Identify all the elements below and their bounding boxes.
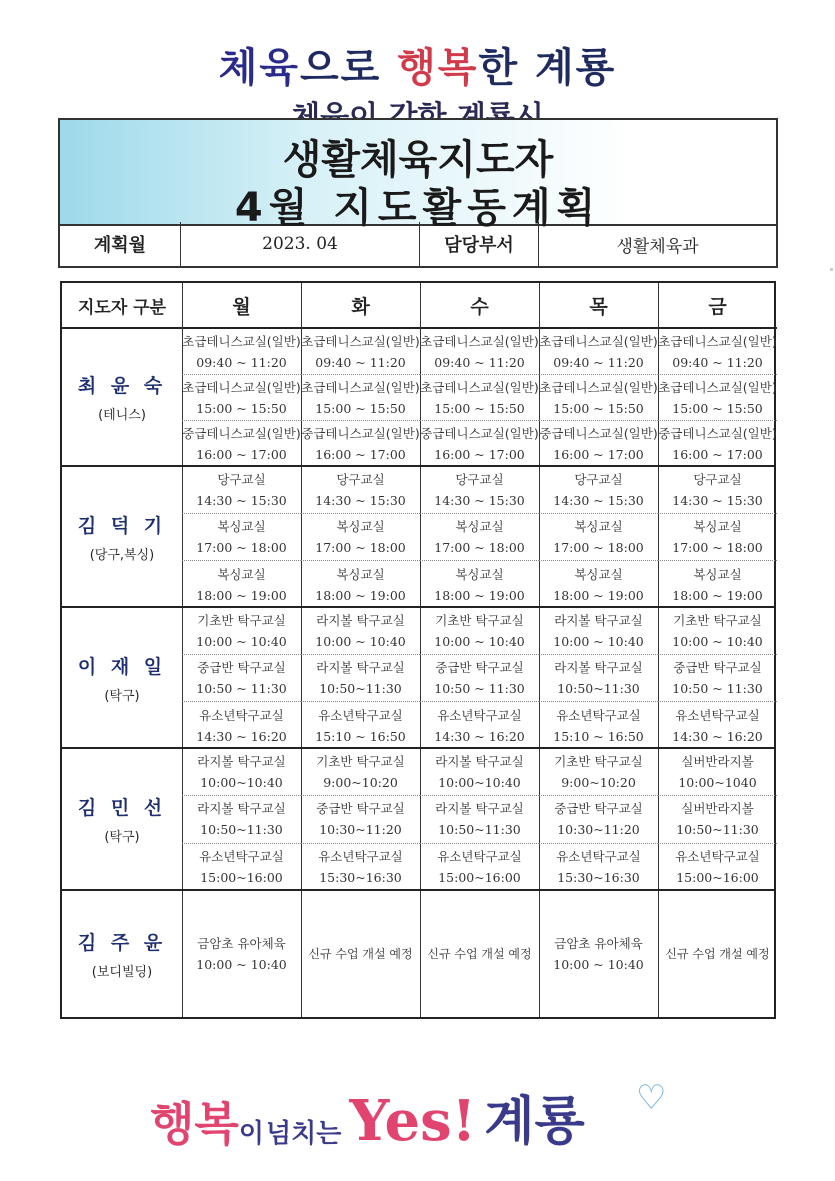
class-time: 15:30~16:30 <box>557 870 640 886</box>
instructor-block <box>62 467 774 608</box>
class-name: 기초반 탁구교실 <box>554 754 643 770</box>
schedule-cell <box>182 702 301 749</box>
class-time: 14:30 ~ 15:30 <box>553 493 644 508</box>
instructor-cell <box>62 749 182 889</box>
class-time: 16:00 ~ 17:00 <box>672 447 763 462</box>
schedule-cell <box>539 844 658 891</box>
class-name: 복싱교실 <box>336 566 385 582</box>
class-name: 라지볼 탁구교실 <box>197 801 286 817</box>
schedule-cell <box>658 329 777 375</box>
schedule-cell <box>420 375 539 421</box>
schedule-cell <box>301 514 420 561</box>
class-name: 복싱교실 <box>574 519 623 534</box>
schedule-cell <box>658 561 777 608</box>
class-name: 초급테니스교실(일반) <box>182 379 301 395</box>
schedule-cell <box>539 608 658 655</box>
class-name: 복싱교실 <box>217 519 266 534</box>
class-name: 유소년탁구교실 <box>318 707 403 723</box>
class-name: 라지볼 탁구교실 <box>435 754 524 770</box>
class-name: 유소년탁구교실 <box>437 707 522 723</box>
class-time: 10:00 ~ 10:40 <box>196 957 287 972</box>
class-name: 중급테니스교실(일반) <box>658 426 777 441</box>
class-time: 10:50~11:30 <box>438 822 521 838</box>
class-name: 중급반 탁구교실 <box>554 801 643 817</box>
class-name: 유소년탁구교실 <box>675 707 760 723</box>
footer-word: 이 <box>238 1119 264 1149</box>
schedule-cell <box>301 655 420 702</box>
page-title: 생활체육지도자 <box>282 137 554 183</box>
class-time: 10:00 ~ 10:40 <box>553 634 644 649</box>
class-time: 10:50~11:30 <box>200 822 283 838</box>
header-day: 수 <box>420 283 539 329</box>
class-name: 유소년탁구교실 <box>199 707 284 723</box>
class-name: 중급테니스교실(일반) <box>182 426 301 441</box>
footer-slogan <box>150 1078 710 1154</box>
top-slogan <box>0 36 835 93</box>
class-time: 17:00 ~ 18:00 <box>553 540 644 555</box>
class-name: 초급테니스교실(일반) <box>420 333 539 349</box>
title-banner <box>58 118 778 231</box>
instructor-block <box>62 608 774 749</box>
class-name: 라지볼 탁구교실 <box>197 754 286 770</box>
class-name: 초급테니스교실(일반) <box>539 379 658 395</box>
schedule-cell <box>658 702 777 749</box>
class-name: 신규 수업 개설 예정 <box>665 946 770 961</box>
class-time: 09:40 ~ 11:20 <box>672 354 763 370</box>
schedule-cell <box>301 891 420 1017</box>
scan-dot <box>830 268 833 271</box>
schedule-cell <box>301 702 420 749</box>
class-name: 중급테니스교실(일반) <box>539 426 658 441</box>
class-time: 09:40 ~ 11:20 <box>315 354 406 370</box>
schedule-cell <box>420 608 539 655</box>
class-time: 10:00 ~ 10:40 <box>196 634 287 649</box>
schedule-cell <box>301 329 420 375</box>
instructor-sport: (보디빌딩) <box>91 965 153 980</box>
class-name: 유소년탁구교실 <box>437 849 522 865</box>
class-name: 기초반 탁구교실 <box>673 613 762 628</box>
class-name: 유소년탁구교실 <box>556 707 641 723</box>
class-time: 14:30 ~ 16:20 <box>672 728 763 744</box>
class-time: 15:00~16:00 <box>200 870 283 886</box>
schedule-cell <box>539 891 658 1017</box>
class-name: 기초반 탁구교실 <box>316 754 405 770</box>
class-name: 초급테니스교실(일반) <box>658 333 777 349</box>
instructor-block <box>62 891 774 1017</box>
schedule-cell <box>420 749 539 796</box>
schedule-cell <box>182 796 301 843</box>
schedule-cell <box>420 561 539 608</box>
schedule-cell <box>182 608 301 655</box>
class-time: 17:00 ~ 18:00 <box>315 540 406 555</box>
instructor-sport: (탁구) <box>104 688 140 704</box>
schedule-cell <box>420 467 539 514</box>
class-time: 09:40 ~ 11:20 <box>196 354 287 370</box>
instructor-cell <box>62 608 182 747</box>
header-day: 목 <box>539 283 658 329</box>
class-time: 15:00 ~ 15:50 <box>434 400 525 416</box>
header-day: 금 <box>658 283 777 329</box>
class-name: 초급테니스교실(일반) <box>182 333 301 349</box>
schedule-cell <box>658 608 777 655</box>
class-time: 15:00 ~ 15:50 <box>672 400 763 416</box>
slogan-word: 체육 <box>218 45 300 91</box>
class-time: 10:50 ~ 11:30 <box>196 681 287 696</box>
class-name: 복싱교실 <box>455 519 504 534</box>
class-name: 라지볼 탁구교실 <box>316 613 405 628</box>
class-time: 10:30~11:20 <box>557 822 640 838</box>
class-name: 라지볼 탁구교실 <box>435 801 524 817</box>
schedule-cell <box>182 844 301 891</box>
class-time: 10:50~11:30 <box>557 681 640 696</box>
class-name: 라지볼 탁구교실 <box>554 613 643 628</box>
instructor-cell <box>62 329 182 465</box>
class-name: 라지볼 탁구교실 <box>316 660 405 675</box>
class-time: 18:00 ~ 19:00 <box>315 587 406 603</box>
schedule-cell <box>182 467 301 514</box>
footer-yes: Yes! <box>349 1088 477 1154</box>
schedule-cell <box>658 467 777 514</box>
instructor-name: 김 주 윤 <box>77 932 167 954</box>
page-subtitle: 4월 지도활동계획 <box>234 185 602 231</box>
class-time: 10:00~10:40 <box>438 775 521 791</box>
schedule-cell <box>182 655 301 702</box>
schedule-cell <box>182 514 301 561</box>
class-time: 9:00~10:20 <box>323 775 398 791</box>
heart-icon: ♡ <box>636 1078 667 1118</box>
slogan-word: 한 계룡 <box>478 45 617 91</box>
header-day: 월 <box>182 283 301 329</box>
class-time: 9:00~10:20 <box>561 775 636 791</box>
class-time: 14:30 ~ 15:30 <box>196 493 287 508</box>
schedule-cell <box>539 467 658 514</box>
class-time: 09:40 ~ 11:20 <box>553 354 644 370</box>
schedule-cell <box>539 655 658 702</box>
schedule-cell <box>301 421 420 467</box>
class-name: 중급반 탁구교실 <box>197 660 286 675</box>
class-name: 복싱교실 <box>693 519 742 534</box>
schedule-cell <box>420 329 539 375</box>
schedule-cell <box>658 796 777 843</box>
class-time: 16:00 ~ 17:00 <box>315 447 406 462</box>
class-time: 10:50 ~ 11:30 <box>672 681 763 696</box>
department-value: 생활체육과 <box>616 236 699 257</box>
schedule-cell <box>420 796 539 843</box>
schedule-cell <box>182 891 301 1017</box>
class-name: 중급테니스교실(일반) <box>420 426 539 441</box>
schedule-cell <box>658 421 777 467</box>
schedule-cell <box>301 561 420 608</box>
meta-row <box>58 222 778 268</box>
class-time: 09:40 ~ 11:20 <box>434 354 525 370</box>
plan-month-value: 2023. 04 <box>181 222 420 266</box>
class-name: 금암초 유아체육 <box>197 936 286 951</box>
schedule-cell <box>301 608 420 655</box>
instructor-sport: (테니스) <box>98 408 146 423</box>
class-name: 기초반 탁구교실 <box>435 613 524 628</box>
schedule-cell <box>420 702 539 749</box>
class-time: 17:00 ~ 18:00 <box>434 540 525 555</box>
schedule-cell <box>539 702 658 749</box>
class-name: 초급테니스교실(일반) <box>301 379 420 395</box>
instructor-block <box>62 749 774 891</box>
class-name: 초급테니스교실(일반) <box>539 333 658 349</box>
class-time: 15:00 ~ 15:50 <box>553 400 644 416</box>
class-name: 복싱교실 <box>217 566 266 582</box>
class-name: 당구교실 <box>217 472 266 487</box>
schedule-cell <box>182 375 301 421</box>
schedule-cell <box>420 421 539 467</box>
schedule-cell <box>658 891 777 1017</box>
schedule-cell <box>539 421 658 467</box>
schedule-cell <box>539 749 658 796</box>
class-time: 15:00 ~ 15:50 <box>196 400 287 416</box>
schedule-cell <box>539 561 658 608</box>
class-name: 실버반라지볼 <box>681 801 754 817</box>
schedule-cell <box>301 749 420 796</box>
schedule-cell <box>182 561 301 608</box>
slogan-word: 으로 <box>299 45 398 91</box>
schedule-cell <box>182 421 301 467</box>
class-name: 복싱교실 <box>693 566 742 582</box>
class-name: 신규 수업 개설 예정 <box>427 946 532 961</box>
instructor-sport: (당구,복싱) <box>89 547 155 563</box>
schedule-cell <box>301 844 420 891</box>
class-time: 14:30 ~ 16:20 <box>434 728 525 744</box>
schedule-cell <box>658 514 777 561</box>
class-name: 중급반 탁구교실 <box>316 801 405 817</box>
class-name: 유소년탁구교실 <box>556 849 641 865</box>
class-name: 금암초 유아체육 <box>554 936 643 951</box>
header-instructor: 지도자 구분 <box>62 283 182 329</box>
class-time: 15:00~16:00 <box>438 870 521 886</box>
class-time: 15:00 ~ 15:50 <box>315 400 406 416</box>
instructor-cell <box>62 467 182 606</box>
class-time: 10:00 ~ 10:40 <box>672 634 763 649</box>
class-name: 유소년탁구교실 <box>199 849 284 865</box>
class-time: 16:00 ~ 17:00 <box>553 447 644 462</box>
class-time: 15:10 ~ 16:50 <box>553 728 644 744</box>
schedule-cell <box>658 375 777 421</box>
class-name: 당구교실 <box>693 472 742 487</box>
class-time: 10:30~11:20 <box>319 822 402 838</box>
class-name: 유소년탁구교실 <box>318 849 403 865</box>
class-name: 중급반 탁구교실 <box>435 660 524 675</box>
class-time: 16:00 ~ 17:00 <box>434 447 525 462</box>
class-name: 초급테니스교실(일반) <box>420 379 539 395</box>
class-time: 10:00~1040 <box>678 775 757 791</box>
instructor-name: 이 재 일 <box>77 655 167 678</box>
schedule-cell <box>658 844 777 891</box>
top-slogan-line2 <box>0 92 835 116</box>
slogan-word: 행복 <box>397 45 479 91</box>
footer-city: 계룡 <box>484 1092 585 1152</box>
instructor-name: 최 윤 숙 <box>77 375 167 397</box>
schedule-cell <box>301 375 420 421</box>
class-name: 초급테니스교실(일반) <box>658 379 777 395</box>
class-name: 실버반라지볼 <box>681 754 754 770</box>
class-time: 15:00~16:00 <box>676 870 759 886</box>
schedule-table <box>60 281 776 1019</box>
class-name: 신규 수업 개설 예정 <box>308 946 413 961</box>
class-time: 14:30 ~ 15:30 <box>672 493 763 508</box>
instructor-cell <box>62 891 182 1017</box>
instructor-block <box>62 329 777 467</box>
class-time: 10:50 ~ 11:30 <box>434 681 525 696</box>
schedule-cell <box>182 329 301 375</box>
class-name: 기초반 탁구교실 <box>197 613 286 628</box>
schedule-cell <box>658 655 777 702</box>
class-name: 복싱교실 <box>336 519 385 534</box>
class-time: 18:00 ~ 19:00 <box>434 587 525 603</box>
schedule-cell <box>539 796 658 843</box>
class-time: 10:00~10:40 <box>200 775 283 791</box>
class-time: 18:00 ~ 19:00 <box>196 587 287 603</box>
instructor-name: 김 덕 기 <box>77 514 167 537</box>
class-time: 10:00 ~ 10:40 <box>434 634 525 649</box>
class-time: 16:00 ~ 17:00 <box>196 447 287 462</box>
class-name: 중급반 탁구교실 <box>673 660 762 675</box>
class-time: 17:00 ~ 18:00 <box>196 540 287 555</box>
class-time: 15:30~16:30 <box>319 870 402 886</box>
instructor-sport: (탁구) <box>104 830 140 845</box>
class-time: 18:00 ~ 19:00 <box>553 587 644 603</box>
class-name: 당구교실 <box>336 472 385 487</box>
schedule-cell <box>539 329 658 375</box>
schedule-cell <box>420 514 539 561</box>
class-time: 18:00 ~ 19:00 <box>672 587 763 603</box>
class-time: 15:10 ~ 16:50 <box>315 728 406 744</box>
header-day: 화 <box>301 283 420 329</box>
footer-word: 행복 <box>150 1097 239 1151</box>
schedule-cell <box>420 891 539 1017</box>
class-name: 복싱교실 <box>574 566 623 582</box>
class-time: 10:00 ~ 10:40 <box>315 634 406 649</box>
class-time: 14:30 ~ 16:20 <box>196 728 287 744</box>
class-name: 당구교실 <box>574 472 623 487</box>
class-time: 14:30 ~ 15:30 <box>315 493 406 508</box>
plan-month-label: 계획월 <box>60 222 181 266</box>
schedule-cell <box>539 514 658 561</box>
class-time: 14:30 ~ 15:30 <box>434 493 525 508</box>
schedule-cell <box>420 655 539 702</box>
schedule-cell <box>301 796 420 843</box>
class-time: 10:50~11:30 <box>319 681 402 696</box>
class-name: 초급테니스교실(일반) <box>301 333 420 349</box>
class-name: 중급테니스교실(일반) <box>301 426 420 441</box>
schedule-cell <box>182 749 301 796</box>
class-time: 10:00 ~ 10:40 <box>553 957 644 972</box>
class-name: 라지볼 탁구교실 <box>554 660 643 675</box>
footer-word: 넘치는 <box>266 1119 342 1149</box>
schedule-cell <box>539 375 658 421</box>
instructor-name: 김 민 선 <box>77 797 167 819</box>
schedule-cell <box>658 749 777 796</box>
class-name: 당구교실 <box>455 472 504 487</box>
department-label: 담당부서 <box>420 222 539 266</box>
class-name: 유소년탁구교실 <box>675 849 760 865</box>
schedule-cell <box>420 844 539 891</box>
class-time: 10:50~11:30 <box>676 822 759 838</box>
class-time: 17:00 ~ 18:00 <box>672 540 763 555</box>
class-name: 복싱교실 <box>455 566 504 582</box>
schedule-cell <box>301 467 420 514</box>
